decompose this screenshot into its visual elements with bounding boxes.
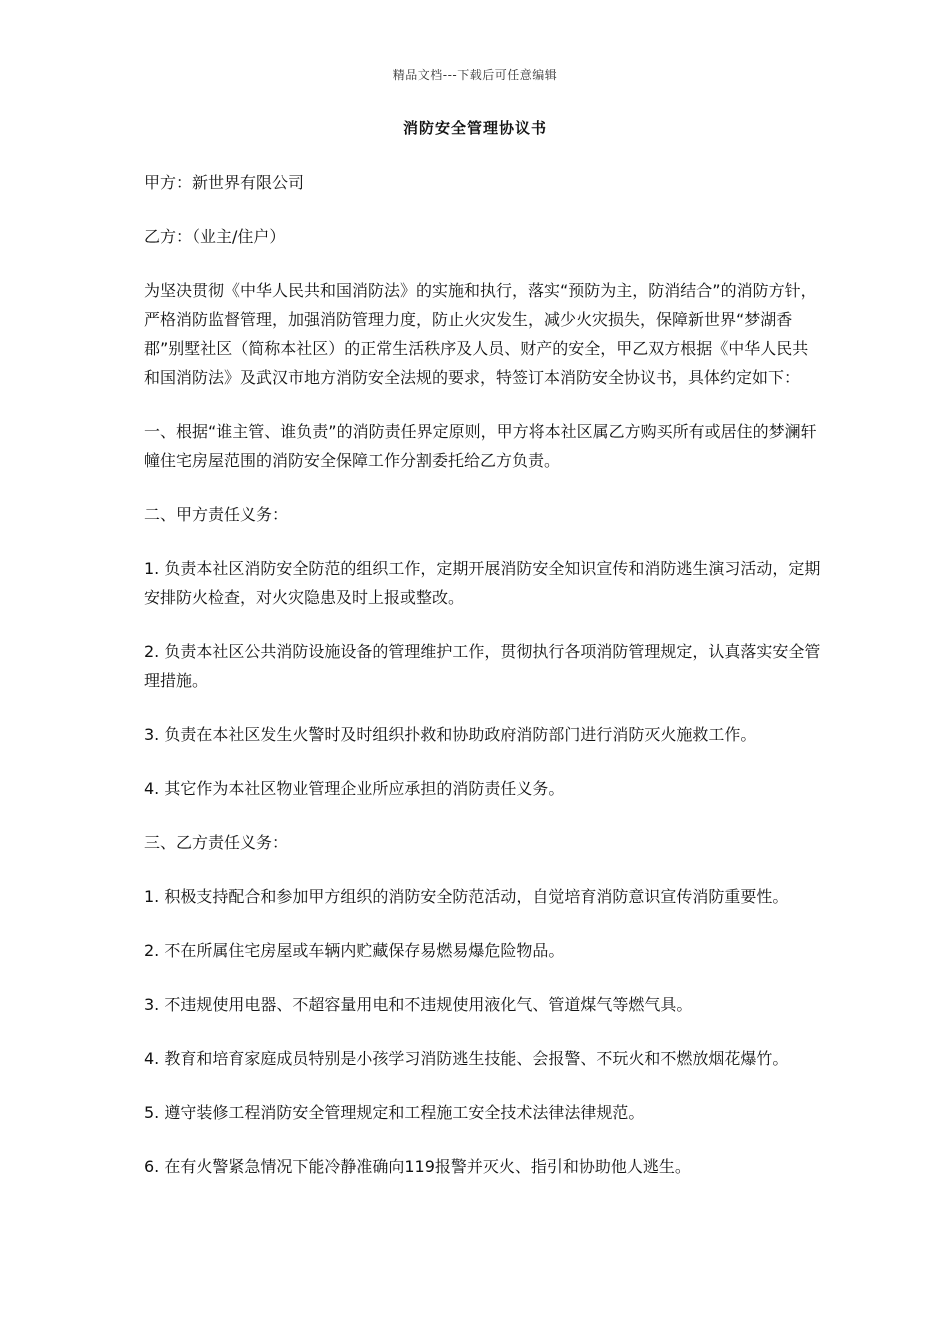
section-2-item: 1. 负责本社区消防安全防范的组织工作，定期开展消防安全知识宣传和消防逃生演习活动，定期安排防火检查，对火灾隐患及时上报或整改。 (144, 559, 821, 607)
party-b: 乙方：（业主/住户） (144, 227, 286, 246)
section-3-item: 1. 积极支持配合和参加甲方组织的消防安全防范活动，自觉培育消防意识宣传消防重要性。 (144, 887, 789, 906)
preamble-paragraph: 为坚决贯彻《中华人民共和国消防法》的实施和执行，落实“预防为主，防消结合”的消防方针，严格消防监督管理，加强消防管理力度，防止火灾发生，减少火灾损失，保障新世界“梦湖香郡”别墅社区（简称本社区）的正常生活秩序及人员、财产的安全，甲乙双方根据《中华人民共和国消防法》及武汉市地方消防安全法规的要求，特签订本消防安全协议书，具体约定如下： (144, 281, 817, 387)
section-2-item: 4. 其它作为本社区物业管理企业所应承担的消防责任义务。 (144, 779, 565, 798)
section-3-item: 2. 不在所属住宅房屋或车辆内贮藏保存易燃易爆危险物品。 (144, 941, 565, 960)
section-2-heading: 二、甲方责任义务： (144, 505, 289, 524)
section-3-heading: 三、乙方责任义务： (144, 833, 289, 852)
party-a: 甲方：新世界有限公司 (144, 173, 305, 192)
document-body (144, 168, 824, 1206)
section-3-item: 4. 教育和培育家庭成员特别是小孩学习消防逃生技能、会报警、不玩火和不燃放烟花爆竹。 (144, 1049, 789, 1068)
section-2-item: 3. 负责在本社区发生火警时及时组织扑救和协助政府消防部门进行消防灭火施救工作。 (144, 725, 757, 744)
section-2-item: 2. 负责本社区公共消防设施设备的管理维护工作，贯彻执行各项消防管理规定，认真落实安全管理措施。 (144, 642, 821, 690)
section-3-item: 5. 遵守装修工程消防安全管理规定和工程施工安全技术法律法律规范。 (144, 1103, 645, 1122)
page-header: 精品文档---下载后可任意编辑 (392, 68, 558, 82)
section-3-item: 3. 不违规使用电器、不超容量用电和不违规使用液化气、管道煤气等燃气具。 (144, 995, 693, 1014)
section-1-paragraph: 一、根据“谁主管、谁负责”的消防责任界定原则，甲方将本社区属乙方购买所有或居住的梦澜轩 幢住宅房屋范围的消防安全保障工作分割委托给乙方负责。 (144, 422, 817, 470)
document-title: 消防安全管理协议书 (402, 119, 547, 137)
section-3-item: 6. 在有火警紧急情况下能冷静准确向119报警并灭火、指引和协助他人逃生。 (144, 1157, 691, 1176)
